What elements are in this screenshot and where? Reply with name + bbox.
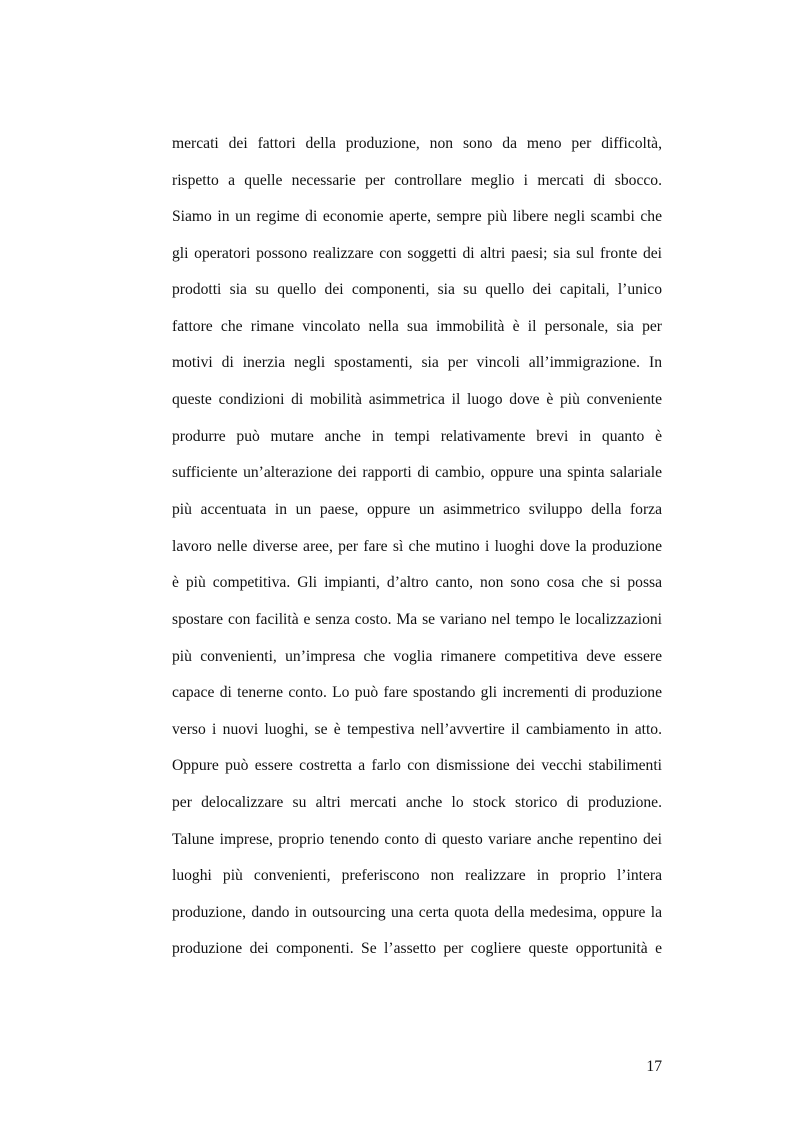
body-text-line-20: Talune imprese, proprio tenendo conto di questo variare anche repentino dei [172, 831, 662, 848]
body-text-line-10: sufficiente un’alterazione dei rapporti di cambio, oppure una spinta salariale [172, 464, 662, 481]
body-text-line-17: verso i nuovi luoghi, se è tempestiva nell’avvertire il cambiamento in atto. [172, 721, 662, 738]
body-text-line-15: più convenienti, un’impresa che voglia rimanere competitiva deve essere [172, 648, 662, 665]
body-text-line-5: prodotti sia su quello dei componenti, sia su quello dei capitali, l’unico [172, 281, 662, 298]
body-text-line-1: mercati dei fattori della produzione, non sono da meno per difficoltà, [172, 135, 662, 152]
body-text-line-4: gli operatori possono realizzare con soggetti di altri paesi; sia sul fronte dei [172, 245, 662, 262]
body-text-line-8: queste condizioni di mobilità asimmetrica il luogo dove è più conveniente [172, 391, 662, 408]
body-text-line-18: Oppure può essere costretta a farlo con dismissione dei vecchi stabilimenti [172, 757, 662, 774]
body-text-line-22: produzione, dando in outsourcing una certa quota della medesima, oppure la [172, 904, 662, 921]
body-text-line-23: produzione dei componenti. Se l’assetto per cogliere queste opportunità e [172, 940, 662, 957]
body-text-line-12: lavoro nelle diverse aree, per fare sì che mutino i luoghi dove la produzione [172, 538, 662, 555]
body-text-line-2: rispetto a quelle necessarie per controllare meglio i mercati di sbocco. [172, 172, 662, 189]
body-text-line-6: fattore che rimane vincolato nella sua immobilità è il personale, sia per [172, 318, 662, 335]
page-number: 17 [646, 1058, 662, 1075]
body-text-line-16: capace di tenerne conto. Lo può fare spostando gli incrementi di produzione [172, 684, 662, 701]
body-text-line-9: produrre può mutare anche in tempi relativamente brevi in quanto è [172, 428, 662, 445]
body-text-line-14: spostare con facilità e senza costo. Ma se variano nel tempo le localizzazioni [172, 611, 662, 628]
body-text-line-3: Siamo in un regime di economie aperte, sempre più libere negli scambi che [172, 208, 662, 225]
body-text-line-11: più accentuata in un paese, oppure un asimmetrico sviluppo della forza [172, 501, 662, 518]
body-text-line-21: luoghi più convenienti, preferiscono non realizzare in proprio l’intera [172, 867, 662, 884]
body-text-line-13: è più competitiva. Gli impianti, d’altro canto, non sono cosa che si possa [172, 574, 662, 591]
body-text-line-19: per delocalizzare su altri mercati anche lo stock storico di produzione. [172, 794, 662, 811]
body-text-line-7: motivi di inerzia negli spostamenti, sia per vincoli all’immigrazione. In [172, 354, 662, 371]
